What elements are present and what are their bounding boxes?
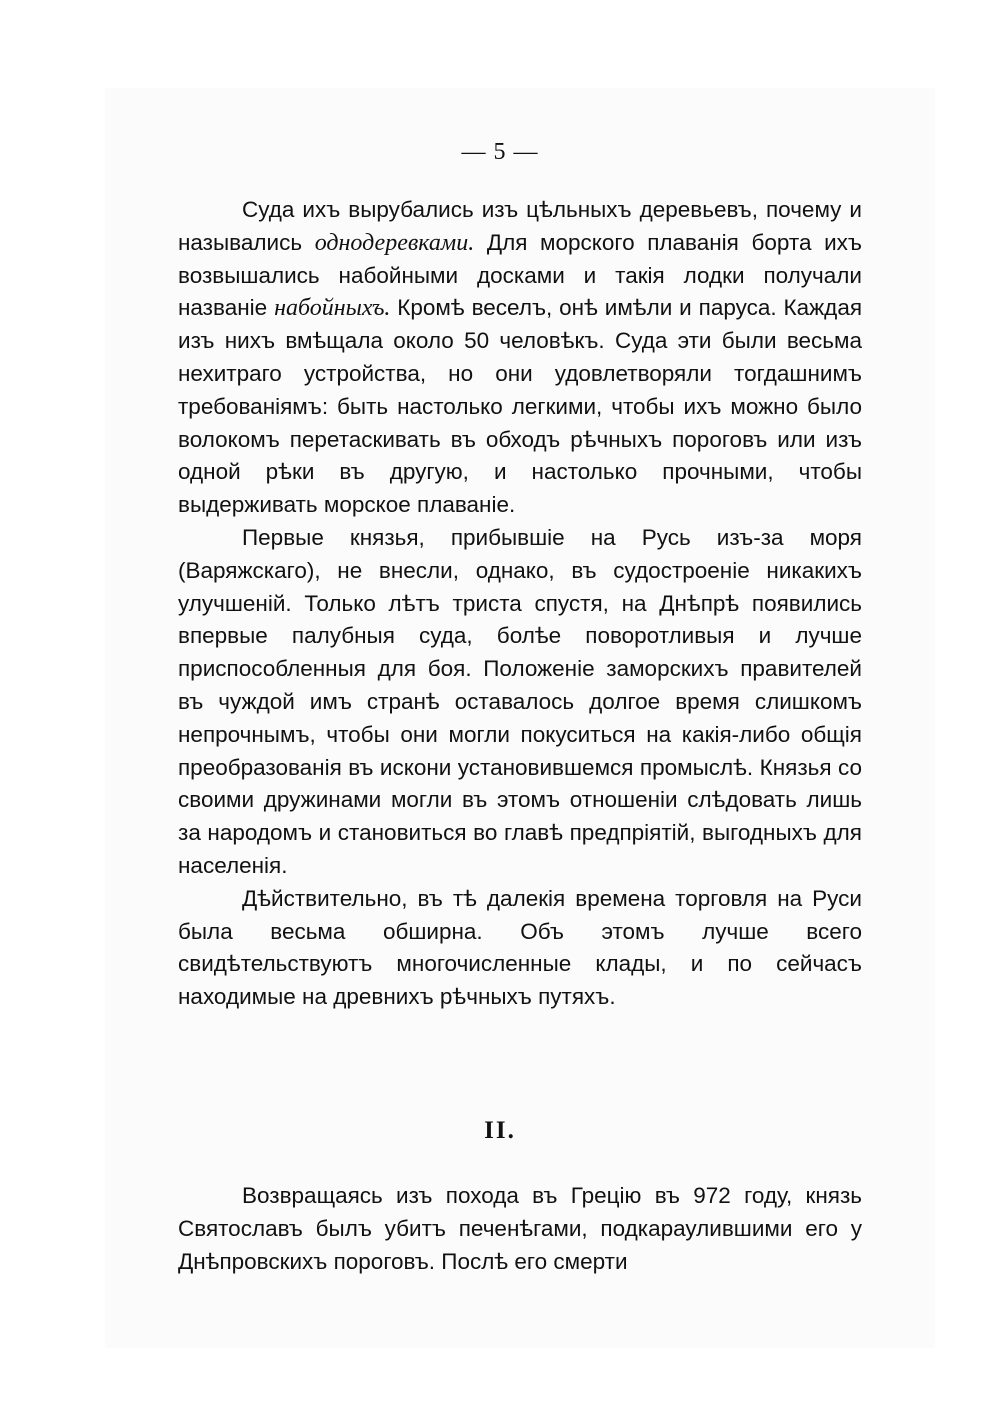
italic-term: набойныхъ. [274,295,391,322]
paragraph [178,194,862,522]
section-heading: II. [484,1117,516,1144]
paragraph-text: Суда ихъ вырубались изъ цѣльныхъ деревьевъ, почему и назывались [178,197,862,255]
paragraph: Первые князья, прибывшіе на Русь изъ-за моря (Варяжскаго), не внесли, однако, въ судостроеніе никакихъ улучшеній. Только лѣтъ триста спустя, на Днѣпрѣ появились впервые палубныя суда, болѣе поворотливыя и лучше приспособленныя для боя. Положеніе заморскихъ правителей въ чуждой имъ странѣ оставалось долгое время слишкомъ непрочнымъ, чтобы они могли покуситься на какія-либо общія преобразованія въ искони установившемся промыслѣ. Князья со своими дружинами могли въ этомъ отношеніи слѣдовать лишь за народомъ и становиться во главѣ предпріятій, выгодныхъ для населенія. [178,524,862,878]
text-block-before-heading [178,194,862,1014]
paragraph: Дѣйствительно, въ тѣ далекія времена торговля на Руси была весьма обширна. Объ этомъ лучше всего свидѣтельствуютъ многочисленные клады, и по сейчасъ находимые на древнихъ рѣчныхъ путяхъ. [178,885,862,1010]
text-block-after-heading [178,1180,862,1278]
paragraph: Возвращаясь изъ похода въ Грецію въ 972 году, князь Святославъ былъ убитъ печенѣгами, подкараулившими его у Днѣпровскихъ пороговъ. Послѣ его смерти [178,1183,862,1274]
page-number: — 5 — [461,139,539,165]
paragraph-text: Для морского плаванія борта ихъ возвышались набойными досками и такія лодки получали названіе [178,229,862,321]
paragraph-text: Кромѣ веселъ, онѣ имѣли и паруса. Каждая изъ нихъ вмѣщала около 50 человѣкъ. Суда эти были весьма нехитраго устройства, но они удовлетворяли тогдашнимъ требованіямъ: быть настолько легкими, чтобы ихъ можно было волокомъ перетаскивать въ обходъ рѣчныхъ пороговъ или изъ одной рѣки въ другую, и настолько прочными, чтобы выдерживать морское плаваніе. [178,295,863,518]
italic-term: однодеревками. [314,229,475,256]
